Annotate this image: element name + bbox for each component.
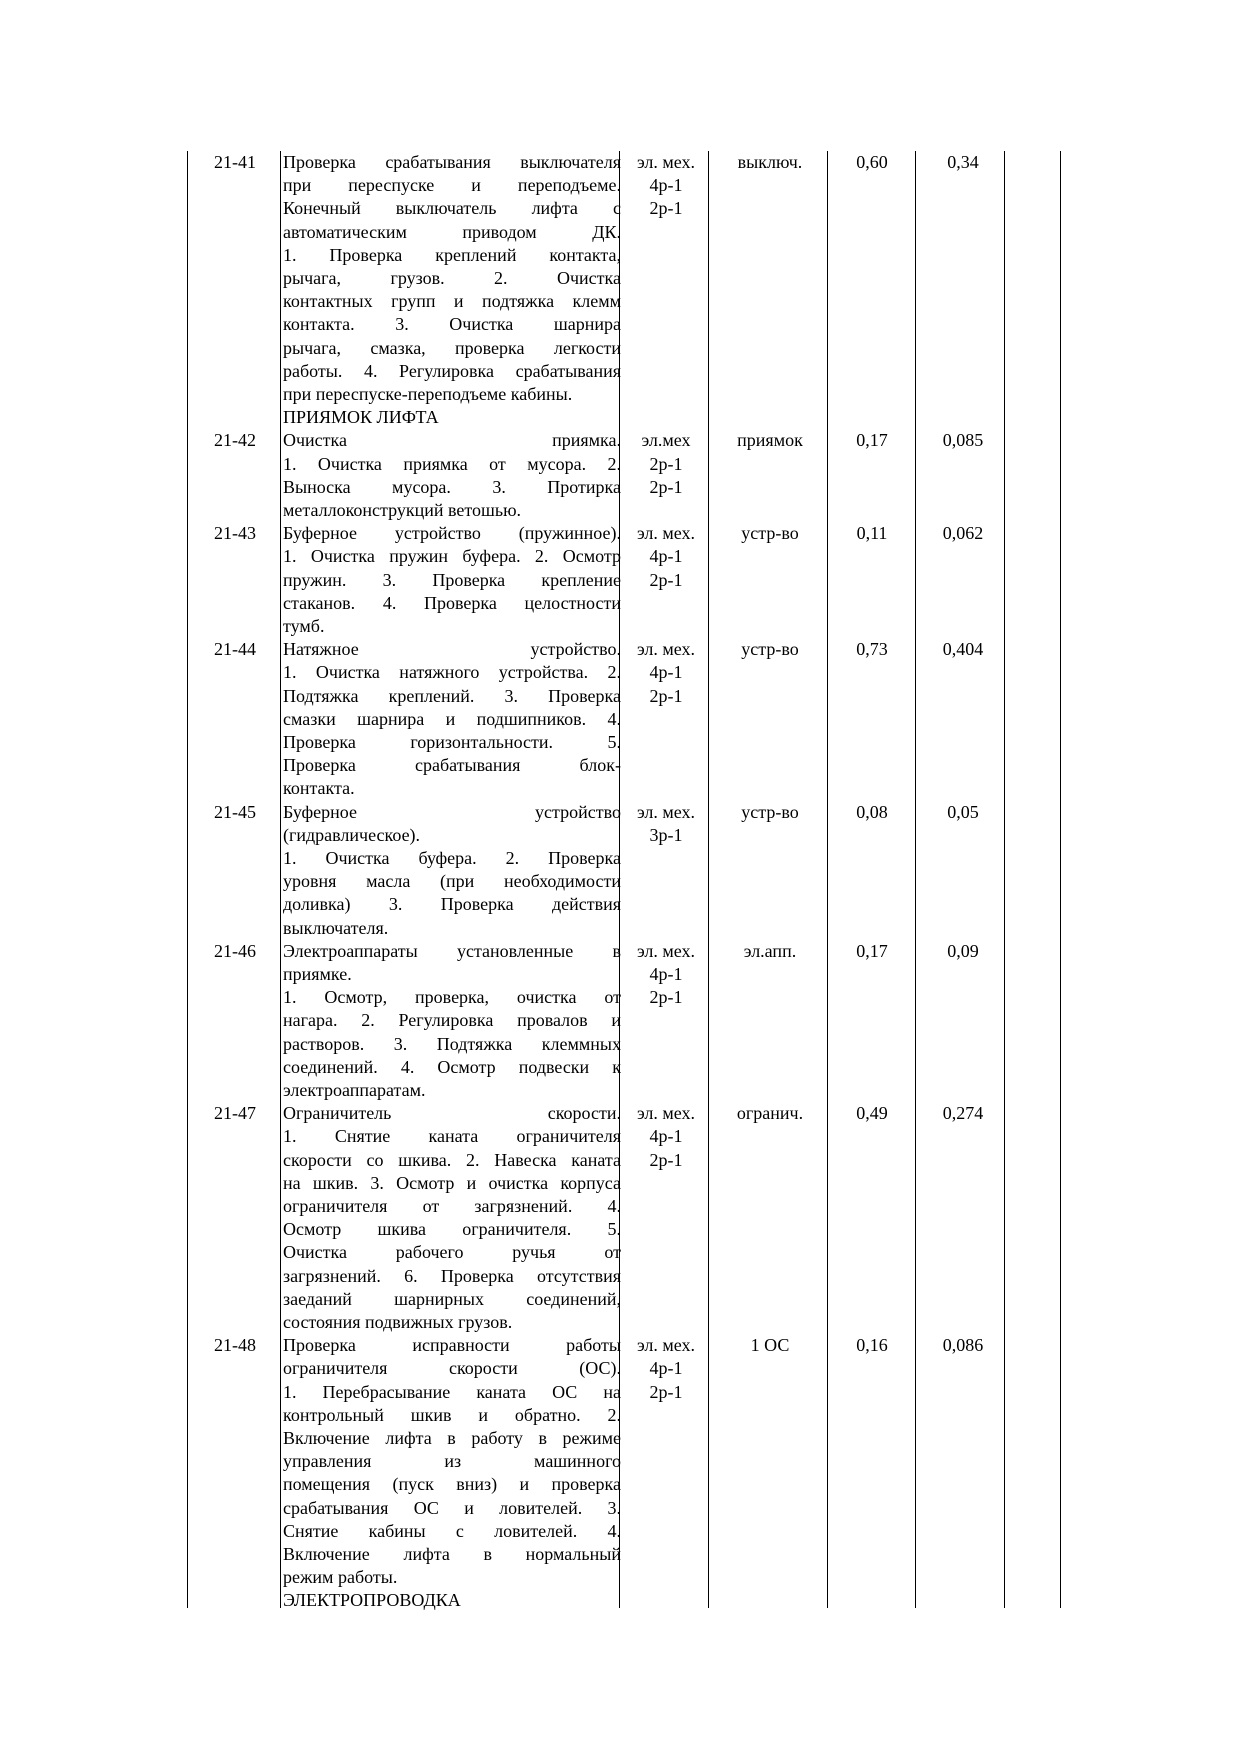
description-line: 1. Проверка креплений контакта, (283, 244, 621, 265)
description-line: Осмотр шкива ограничителя. 5. (283, 1219, 621, 1240)
description-line: Очистка рабочего ручья от (283, 1242, 621, 1263)
row-norm: 0,73 (856, 639, 888, 660)
row-code: 21-43 (214, 523, 256, 544)
description-line: срабатывания ОС и ловителей. 3. (283, 1497, 621, 1518)
performer-line: эл. мех. (636, 801, 696, 822)
row-performers (624, 522, 708, 592)
section-heading: ПРИЯМОК ЛИФТА (283, 407, 439, 428)
row-code: 21-45 (214, 801, 256, 822)
performer-line: 3р-1 (649, 824, 683, 845)
performer-line: 4р-1 (649, 1358, 683, 1379)
performer-line: 4р-1 (649, 662, 683, 683)
performer-line: эл.мех (641, 430, 691, 451)
row-unit: устр-во (741, 801, 799, 822)
description-line: стаканов. 4. Проверка целостности (283, 592, 621, 613)
row-performers (624, 151, 708, 221)
section-heading-footer: ЭЛЕКТРОПРОВОДКА (283, 1590, 461, 1611)
row-code: 21-41 (214, 152, 256, 172)
table-rule (915, 151, 916, 1608)
description-line: Электроаппараты установленные в (283, 940, 621, 961)
row-value: 0,05 (947, 801, 979, 822)
description-line: управления из машинного (283, 1451, 621, 1472)
row-code: 21-44 (214, 639, 256, 660)
row-performers (624, 429, 708, 499)
row-unit: 1 ОС (750, 1335, 790, 1356)
description-line: соединений. 4. Осмотр подвески к (283, 1056, 621, 1077)
description-line: Конечный выключатель лифта с (283, 198, 621, 219)
performer-line: 2р-1 (649, 1149, 683, 1170)
row-description (283, 1102, 621, 1334)
description-line: уровня масла (при необходимости (283, 871, 621, 892)
table-rule (1060, 151, 1061, 1608)
description-line: ограничителя от загрязнений. 4. (283, 1196, 621, 1216)
description-line: Проверка срабатывания блок- (283, 755, 621, 776)
description-line: контактных групп и подтяжка клемм (283, 291, 621, 312)
description-line: тумб. (283, 616, 325, 636)
description-line: Проверка срабатывания выключателя (283, 152, 621, 172)
description-line: электроаппаратам. (283, 1080, 426, 1101)
performer-line: эл. мех. (636, 1103, 696, 1124)
description-line: контакта. (283, 778, 355, 799)
row-norm: 0,17 (856, 940, 888, 961)
row-code: 21-42 (214, 430, 256, 451)
row-performers (624, 801, 708, 847)
description-line: пружин. 3. Проверка крепление (283, 569, 621, 590)
description-line: Включение лифта в работу в режиме (283, 1428, 621, 1448)
table-rule (708, 151, 709, 1608)
row-norm: 0,60 (856, 152, 888, 172)
row-performers (624, 1102, 708, 1172)
description-line: 1. Осмотр, проверка, очистка от (283, 987, 621, 1008)
performer-line: 2р-1 (649, 685, 683, 706)
description-line: Включение лифта в нормальный (283, 1544, 621, 1565)
performer-line: 4р-1 (649, 546, 683, 567)
table-rule (187, 151, 188, 1608)
description-line: Проверка исправности работы (283, 1335, 621, 1356)
performer-line: 2р-1 (649, 987, 683, 1008)
performer-line: 2р-1 (649, 1381, 683, 1402)
row-unit: выключ. (737, 152, 803, 172)
description-line: автоматическим приводом ДК. (283, 221, 621, 242)
row-value: 0,086 (942, 1335, 984, 1356)
description-line: Снятие кабины с ловителей. 4. (283, 1520, 621, 1541)
row-code: 21-46 (214, 940, 256, 961)
row-description (283, 151, 621, 406)
description-line: (гидравлическое). (283, 824, 421, 845)
row-code: 21-48 (214, 1335, 256, 1356)
performer-line: 2р-1 (649, 198, 683, 219)
description-line: выключателя. (283, 917, 389, 938)
row-performers (624, 638, 708, 708)
row-unit: огранич. (736, 1103, 804, 1124)
row-value: 0,404 (942, 639, 984, 660)
description-line: при переспуске-переподъеме кабины. (283, 384, 573, 405)
description-line: 1. Перебрасывание каната ОС на (283, 1381, 621, 1402)
row-description (283, 801, 621, 940)
row-norm: 0,11 (856, 523, 888, 544)
row-norm: 0,16 (856, 1335, 888, 1356)
description-line: 1. Очистка натяжного устройства. 2. (283, 662, 621, 683)
row-value: 0,34 (947, 152, 979, 172)
description-line: при переспуске и переподъеме. (283, 175, 621, 196)
row-norm: 0,49 (856, 1103, 888, 1124)
description-line: рычага, грузов. 2. Очистка (283, 268, 621, 289)
description-line: помещения (пуск вниз) и проверка (283, 1474, 621, 1495)
description-line: режим работы. (283, 1567, 398, 1588)
performer-line: эл. мех. (636, 1335, 696, 1356)
table-rule (827, 151, 828, 1608)
row-unit: приямок (737, 430, 803, 451)
row-description (283, 940, 621, 1102)
description-line: Выноска мусора. 3. Протирка (283, 476, 621, 497)
description-line: нагара. 2. Регулировка провалов и (283, 1010, 621, 1031)
table-rule (280, 151, 281, 1608)
description-line: растворов. 3. Подтяжка клеммных (283, 1033, 621, 1054)
row-value: 0,274 (942, 1103, 984, 1124)
description-line: заеданий шарнирных соединений, (283, 1288, 621, 1309)
performer-line: 4р-1 (649, 1126, 683, 1147)
description-line: Натяжное устройство. (283, 639, 621, 660)
description-line: скорости со шкива. 2. Навеска каната (283, 1149, 621, 1170)
description-line: загрязнений. 6. Проверка отсутствия (283, 1265, 621, 1286)
description-line: рычага, смазка, проверка легкости (283, 337, 621, 358)
performer-line: 4р-1 (649, 175, 683, 196)
description-line: Подтяжка креплений. 3. Проверка (283, 685, 621, 706)
description-line: Ограничитель скорости. (283, 1103, 621, 1124)
row-description (283, 1334, 621, 1589)
description-line: металлоконструкций ветошью. (283, 500, 522, 520)
performer-line: 4р-1 (649, 964, 683, 984)
row-value: 0,085 (942, 430, 984, 451)
description-line: 1. Очистка буфера. 2. Проверка (283, 848, 621, 868)
row-norm: 0,17 (856, 430, 888, 451)
description-line: контрольный шкив и обратно. 2. (283, 1404, 621, 1425)
description-line: 1. Снятие каната ограничителя (283, 1126, 621, 1147)
description-line: Буферное устройство (283, 801, 621, 822)
row-code: 21-47 (214, 1103, 256, 1124)
description-line: 1. Очистка пружин буфера. 2. Осмотр (283, 546, 621, 567)
description-line: на шкив. 3. Осмотр и очистка корпуса (283, 1172, 621, 1193)
description-line: ограничителя скорости (ОС). (283, 1358, 621, 1379)
performer-line: 2р-1 (649, 453, 683, 474)
performer-line: эл. мех. (636, 940, 696, 961)
row-performers (624, 1334, 708, 1404)
table-rule (1004, 151, 1005, 1608)
description-line: приямке. (283, 964, 352, 984)
performer-line: 2р-1 (649, 476, 683, 497)
description-line: Очистка приямка. (283, 430, 621, 451)
performer-line: эл. мех. (636, 523, 696, 544)
row-performers (624, 940, 708, 1010)
description-line: 1. Очистка приямка от мусора. 2. (283, 453, 621, 474)
description-line: доливка) 3. Проверка действия (283, 894, 621, 915)
row-description (283, 522, 621, 638)
row-description (283, 638, 621, 800)
row-norm: 0,08 (856, 801, 888, 822)
description-line: Буферное устройство (пружинное). (283, 523, 621, 544)
row-unit: устр-во (741, 639, 799, 660)
row-value: 0,062 (942, 523, 984, 544)
performer-line: эл. мех. (636, 639, 696, 660)
row-description (283, 429, 621, 522)
performer-line: 2р-1 (649, 569, 683, 590)
description-line: контакта. 3. Очистка шарнира (283, 314, 621, 335)
row-value: 0,09 (947, 940, 979, 961)
description-line: Проверка горизонтальности. 5. (283, 732, 621, 752)
description-line: смазки шарнира и подшипников. 4. (283, 708, 621, 729)
row-unit: эл.апп. (743, 940, 797, 961)
description-line: состояния подвижных грузов. (283, 1312, 513, 1333)
row-unit: устр-во (741, 523, 799, 544)
description-line: работы. 4. Регулировка срабатывания (283, 360, 621, 381)
performer-line: эл. мех. (636, 152, 696, 172)
